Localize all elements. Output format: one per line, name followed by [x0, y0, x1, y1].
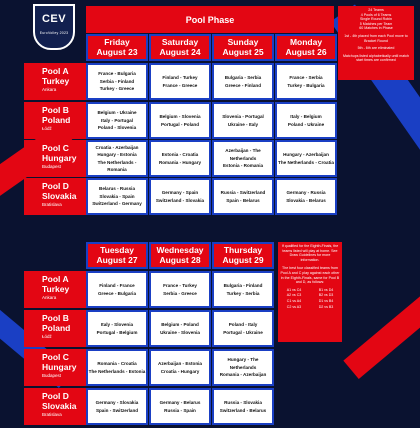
day-name: Tuesday [100, 245, 134, 255]
day-date: August 25 [222, 46, 264, 57]
pool-name: Pool D [42, 181, 69, 191]
pool-city: Łódź [42, 334, 52, 339]
match: Finland - France [99, 283, 135, 288]
match: Hungary - The Netherlands [227, 357, 259, 370]
match-cell [149, 63, 211, 100]
match-cell [149, 178, 211, 215]
pool-city: Łódź [42, 126, 52, 131]
match: Germany - Belarus [159, 400, 201, 405]
match: Poland - Slovenia [97, 125, 137, 131]
pool-host: Slovakia [42, 400, 77, 411]
pool-host: Poland [42, 322, 71, 333]
match-cell [86, 349, 148, 386]
pool-city: Ankara [42, 87, 57, 92]
pool-city: Ankara [42, 295, 57, 300]
day-name: Monday [289, 37, 323, 47]
pairing: A2 vs C3 [286, 293, 302, 298]
match: Bulgaria - Finland [223, 283, 263, 288]
match: France - Greece [162, 82, 198, 88]
match: Ukraine - Italy [227, 121, 259, 127]
day-header [86, 242, 148, 269]
pool-city: Bratislava [42, 202, 62, 207]
info-intro: If qualified for the Eighth-Finals, the teams listed will play at home. See Draw Guidelines for more information. [281, 244, 339, 262]
match: France - Serbia [289, 75, 323, 80]
match: Ukraine - Slovenia [160, 329, 200, 335]
background-stripe [343, 245, 420, 379]
info-line: Single Round Robin [360, 17, 392, 22]
pairing: C2 vs A3 [286, 304, 302, 309]
pool-name: Pool D [42, 391, 69, 401]
match-cell [149, 102, 211, 139]
day-date: August 24 [159, 46, 201, 57]
pool-host: Hungary [42, 361, 77, 372]
match: Hungary - Estonia [97, 152, 137, 157]
match: Slovenia - Portugal [222, 114, 264, 119]
pool-name: Pool A [42, 66, 69, 76]
match-cell [212, 271, 274, 308]
logo-subtitle: EuroVolley 2023 [39, 31, 69, 35]
info-note: Matchups listed alphabetically until match start times are confirmed [342, 53, 410, 63]
match-cell [86, 102, 148, 139]
match: Turkey - Greece [99, 86, 135, 92]
pairing: D2 vs B3 [318, 304, 334, 309]
cev-logo [33, 4, 75, 50]
match: Italy - Belgium [290, 114, 322, 119]
match-cell [212, 310, 274, 347]
match-cell [275, 63, 337, 100]
match: Croatia - Azerbaijan [95, 144, 139, 150]
pool-name: Pool C [42, 143, 69, 153]
match-cell [86, 388, 148, 425]
pool-label [24, 140, 86, 177]
match-cell [149, 271, 211, 308]
day-date: August 27 [96, 254, 138, 265]
match: Greece - Bulgaria [97, 290, 137, 296]
match-cell [149, 140, 211, 177]
match-cell [86, 140, 148, 177]
pool-label [24, 63, 86, 100]
match: The Netherlands - Estonia [88, 368, 146, 374]
match: Belarus - Russia [99, 186, 135, 192]
match: France - Turkey [163, 283, 197, 288]
match: Russia - Slovakia [224, 400, 262, 405]
match-cell [275, 140, 337, 177]
match-cell [149, 349, 211, 386]
match: Belgium - Ukraine [97, 110, 137, 116]
match-cell [212, 140, 274, 177]
match: Poland - Ukraine [287, 121, 325, 127]
match: France - Bulgaria [98, 71, 136, 77]
match-cell [212, 388, 274, 425]
pool-city: Budapest [42, 373, 62, 378]
info-box-top [338, 6, 414, 80]
day-name: Thursday [223, 245, 263, 255]
match: Italy - Slovenia [100, 322, 134, 327]
day-name: Wednesday [156, 245, 204, 255]
match: Slovakia - Spain [99, 193, 135, 199]
match: Serbia - Greece [163, 290, 197, 296]
match-cell [212, 349, 274, 386]
pairing: B2 vs D3 [318, 293, 334, 298]
match: Estonia - Croatia [161, 152, 199, 157]
pool-phase-title: Pool Phase [86, 6, 334, 33]
match: The Netherlands - Croatia [278, 159, 334, 165]
match: Romania - Hungary [158, 159, 202, 165]
day-date: August 23 [96, 46, 138, 57]
pairing: B1 vs D4 [318, 287, 334, 292]
match: Croatia - Hungary [160, 368, 200, 374]
match: Russia - Switzerland [220, 190, 266, 195]
match-cell [275, 178, 337, 215]
pool-host: Poland [42, 114, 71, 125]
match-cell [149, 310, 211, 347]
match: Serbia - Finland [99, 78, 135, 84]
day-name: Saturday [161, 37, 199, 47]
info-line: 60 Matches in Phase [359, 26, 393, 31]
info-rule: The best four classified teams from Pool A and C play against each other in the Eighth-Finals, same for Pool B and D, as follows: [280, 266, 340, 285]
match: Switzerland - Belarus [219, 407, 267, 413]
pool-host: Turkey [42, 75, 70, 86]
match: Azerbaijan - Estonia [158, 361, 202, 366]
match: Belgium - Slovenia [159, 114, 201, 119]
match: Portugal - Belgium [96, 329, 138, 335]
match-cell [86, 271, 148, 308]
match: Greece - Finland [225, 82, 261, 88]
pool-label [24, 178, 86, 215]
info-line: 4 Pools of 6 Teams [360, 12, 392, 17]
day-date: August 26 [285, 46, 327, 57]
info-eliminated: 5th - 6th are eliminated [357, 46, 395, 51]
match: Germany - Slovakia [95, 400, 139, 405]
day-header [149, 242, 211, 269]
match: Spain - Switzerland [95, 407, 139, 413]
logo-text: CEV [41, 13, 67, 25]
match-cell [212, 102, 274, 139]
match: The Netherlands - Romania [97, 159, 137, 172]
day-date: August 29 [222, 254, 264, 265]
match: Estonia - Romania [222, 163, 264, 169]
match: Russia - Spain [164, 407, 196, 413]
match: Poland - Italy [228, 322, 258, 327]
match-cell [86, 178, 148, 215]
pool-name: Pool B [42, 313, 69, 323]
match: Romania - Azerbaijan [219, 372, 267, 378]
pool-name: Pool B [42, 105, 69, 115]
day-header [149, 34, 211, 61]
pool-label [24, 388, 86, 425]
match: Turkey - Serbia [226, 290, 260, 296]
match-cell [149, 388, 211, 425]
match-cell [275, 102, 337, 139]
day-header [212, 34, 274, 61]
info-line: 5 Matches per Team [359, 21, 393, 26]
day-name: Friday [104, 37, 130, 47]
pool-label [24, 102, 86, 139]
match: Germany - Spain [161, 190, 199, 195]
match: Italy - Portugal [101, 117, 133, 123]
pool-label [24, 310, 86, 347]
pool-host: Hungary [42, 152, 77, 163]
day-date: August 28 [159, 254, 201, 265]
match: Slovakia - Belarus [286, 197, 326, 203]
day-header [275, 34, 337, 61]
pairing: D1 vs B4 [318, 298, 334, 303]
match-cell [86, 63, 148, 100]
pairing: A1 vs C4 [286, 287, 302, 292]
info-box-bottom [278, 242, 342, 342]
pool-city: Budapest [42, 164, 62, 169]
match-cell [86, 310, 148, 347]
pool-host: Turkey [42, 283, 70, 294]
match: Hungary - Azerbaijan [283, 152, 329, 157]
match: Spain - Belarus [226, 197, 260, 203]
match-cell [212, 63, 274, 100]
pool-name: Pool C [42, 352, 69, 362]
pool-label [24, 271, 86, 308]
match-cell [212, 178, 274, 215]
match: Portugal - Ukraine [223, 329, 263, 335]
match: Switzerland - Slovakia [155, 197, 205, 203]
info-qualify: 1st - 4th placed from each Pool move to Bracket Round [344, 33, 408, 43]
match: Belgium - Poland [161, 322, 199, 327]
eighth-final-pairings [280, 288, 340, 309]
pool-name: Pool A [42, 274, 69, 284]
match: Turkey - Bulgaria [287, 82, 325, 88]
day-header [212, 242, 274, 269]
day-header [86, 34, 148, 61]
match: Finland - Turkey [162, 75, 198, 80]
match: Romania - Croatia [97, 361, 137, 366]
match: Switzerland - Germany [92, 201, 142, 207]
pool-city: Bratislava [42, 412, 62, 417]
match: Azerbaijan - The Netherlands [225, 148, 261, 161]
day-name: Sunday [227, 37, 259, 47]
info-line: 24 Teams [368, 8, 384, 12]
match: Portugal - Poland [160, 121, 200, 127]
match: Bulgaria - Serbia [224, 75, 262, 80]
pool-host: Slovakia [42, 190, 77, 201]
match: Germany - Russia [286, 190, 326, 195]
pairing: C1 vs A4 [286, 298, 302, 303]
pool-label [24, 349, 86, 386]
